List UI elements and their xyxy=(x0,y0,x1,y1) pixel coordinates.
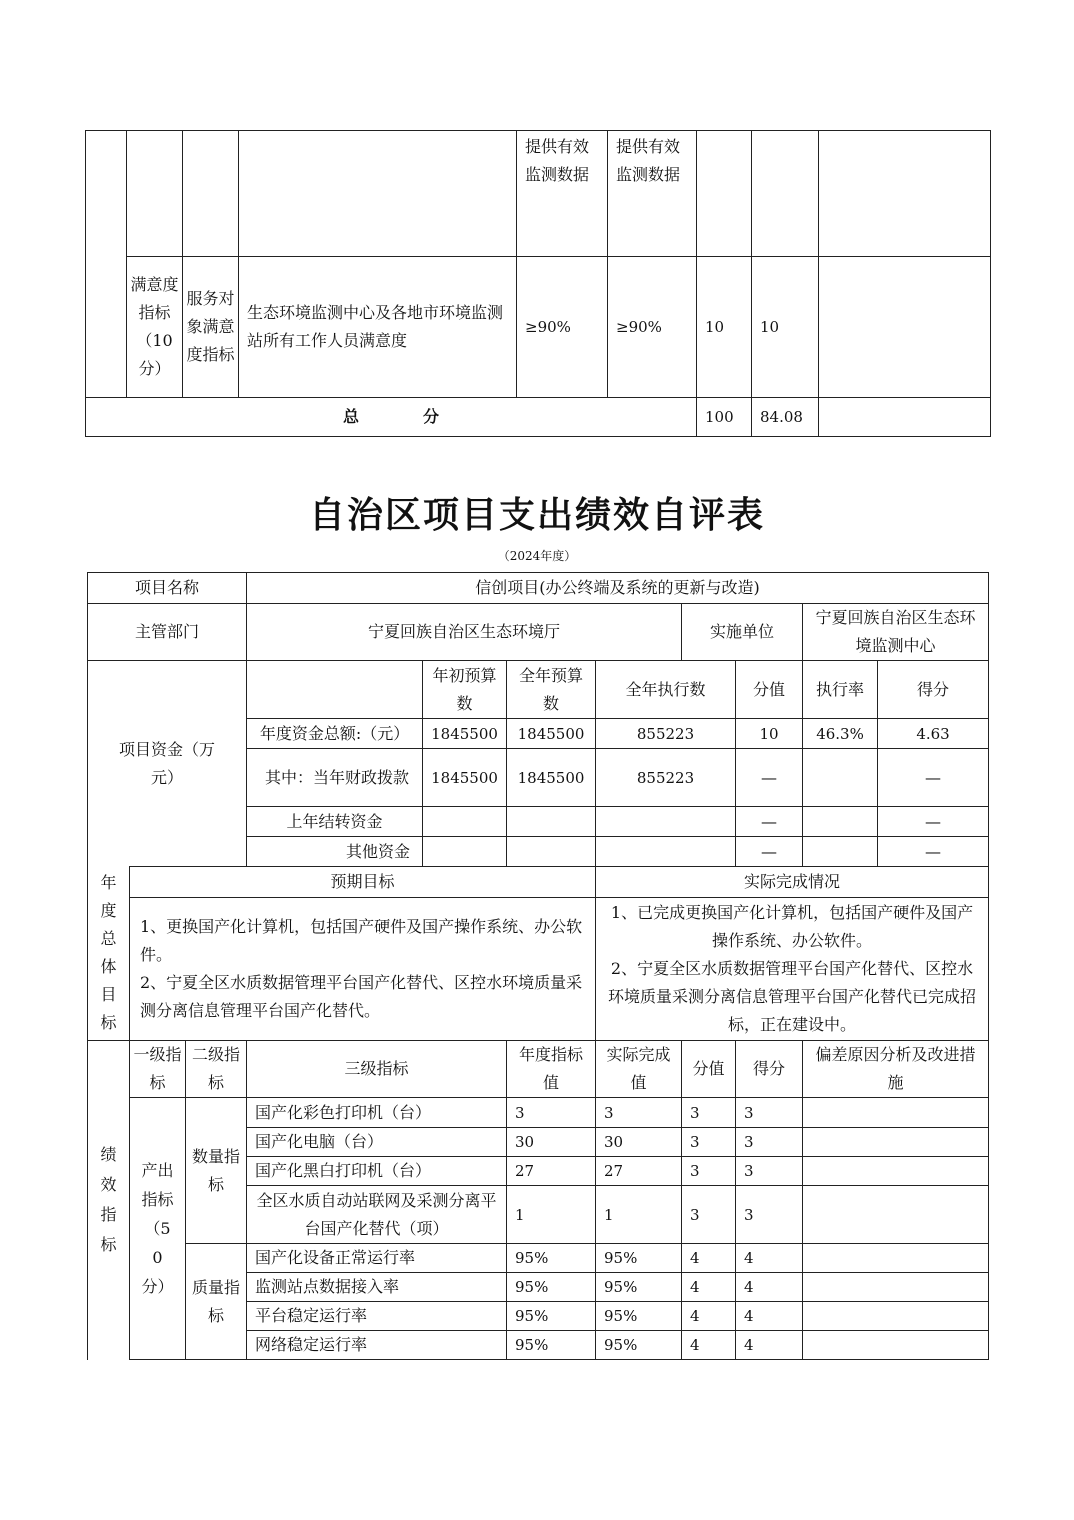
perf-row-actual: 1 xyxy=(596,1186,682,1244)
funds-row-name: 其他资金 xyxy=(247,837,423,867)
perf-header-l2: 二级指标 xyxy=(186,1041,247,1098)
main-table xyxy=(87,572,989,1360)
year-label: （2024年度） xyxy=(497,549,577,563)
perf-row-score: 3 xyxy=(736,1098,803,1128)
funds-row-value: — xyxy=(736,749,803,807)
satisfaction-level2: 服务对象满意度指标 xyxy=(183,257,239,398)
perf-row-score: 3 xyxy=(736,1157,803,1186)
funds-label-text: 项目资金（万元） xyxy=(118,739,215,787)
perf-header-value: 分值 xyxy=(682,1041,736,1098)
perf-row-score: 4 xyxy=(736,1302,803,1331)
satisfaction-actual: ≥90% xyxy=(608,257,697,398)
funds-row-initial: 1845500 xyxy=(423,749,507,807)
funds-row-annual: 1845500 xyxy=(507,719,596,749)
perf-header-l3: 三级指标 xyxy=(247,1041,507,1098)
funds-header-annual: 全年预算数 xyxy=(507,661,596,719)
perf-row-target: 95% xyxy=(507,1302,596,1331)
perf-row-value: 3 xyxy=(682,1186,736,1244)
funds-header-rate: 执行率 xyxy=(803,661,878,719)
dept-label: 主管部门 xyxy=(88,604,247,661)
funds-row-score: 4.63 xyxy=(878,719,989,749)
project-name-label: 项目名称 xyxy=(88,573,247,604)
page-title: 自治区项目支出绩效自评表 xyxy=(308,494,765,536)
funds-row-value: 10 xyxy=(736,719,803,749)
total-label: 总 分 xyxy=(86,398,697,437)
perf-row-name: 国产化黑白打印机（台） xyxy=(247,1157,507,1186)
dept-value: 宁夏回族自治区生态环境厅 xyxy=(247,604,682,661)
perf-row-value: 3 xyxy=(682,1128,736,1157)
perf-row xyxy=(88,1244,989,1273)
goals-expected-1: 1、更换国产化计算机，包括国产硬件及国产操作系统、办公软件。 xyxy=(140,917,583,964)
funds-row-initial xyxy=(423,807,507,837)
funds-row-executed xyxy=(596,807,736,837)
goals-expected-label: 预期目标 xyxy=(130,867,596,898)
perf-row-actual: 3 xyxy=(596,1098,682,1128)
funds-row-annual xyxy=(507,837,596,867)
satisfaction-score: 10 xyxy=(752,257,819,398)
funds-row-executed: 855223 xyxy=(596,719,736,749)
funds-row-initial xyxy=(423,837,507,867)
impl-label: 实施单位 xyxy=(682,604,803,661)
funds-row-rate xyxy=(803,807,878,837)
funds-row-score: — xyxy=(878,807,989,837)
perf-row-value: 3 xyxy=(682,1157,736,1186)
top-side-cell xyxy=(86,131,127,398)
perf-row-name: 全区水质自动站联网及采测分离平台国产化替代（项） xyxy=(247,1186,507,1244)
perf-row-value: 4 xyxy=(682,1273,736,1302)
goals-actual-label: 实际完成情况 xyxy=(596,867,989,898)
perf-row-target: 95% xyxy=(507,1273,596,1302)
funds-row-name: 其中：当年财政拨款 xyxy=(247,749,423,807)
funds-header-score: 得分 xyxy=(878,661,989,719)
top-row1-target: 提供有效监测数据 xyxy=(517,131,608,257)
perf-row-actual: 95% xyxy=(596,1273,682,1302)
funds-row-executed xyxy=(596,837,736,867)
goals-expected-2: 2、宁夏全区水质数据管理平台国产化替代、区控水环境质量采测分离信息管理平台国产化替代。 xyxy=(140,973,583,1020)
total-score: 84.08 xyxy=(752,398,819,437)
goals-actual-1: 1、已完成更换国产化计算机，包括国产硬件及国产操作系统、办公软件。 xyxy=(610,903,974,950)
top-row1-actual: 提供有效监测数据 xyxy=(608,131,697,257)
funds-row-score: — xyxy=(878,837,989,867)
perf-header-target: 年度指标值 xyxy=(507,1041,596,1098)
satisfaction-score-value: 10 xyxy=(697,257,752,398)
perf-row-name: 国产化彩色打印机（台） xyxy=(247,1098,507,1128)
satisfaction-level1: 满意度指标（10分） xyxy=(127,257,183,398)
quality-label: 质量指标 xyxy=(186,1244,247,1360)
perf-row-score: 4 xyxy=(736,1273,803,1302)
funds-row-rate xyxy=(803,837,878,867)
funds-label xyxy=(88,661,247,867)
perf-row-score: 4 xyxy=(736,1331,803,1360)
funds-row-executed: 855223 xyxy=(596,749,736,807)
perf-row-score: 4 xyxy=(736,1244,803,1273)
funds-row-rate: 46.3% xyxy=(803,719,878,749)
perf-row-target: 95% xyxy=(507,1331,596,1360)
funds-row-name: 上年结转资金 xyxy=(247,807,423,837)
funds-row-score: — xyxy=(878,749,989,807)
perf-row-value: 4 xyxy=(682,1302,736,1331)
perf-side-text: 绩效指标 xyxy=(100,1145,117,1255)
perf-row-target: 3 xyxy=(507,1098,596,1128)
funds-row-name: 年度资金总额:（元） xyxy=(247,719,423,749)
output-label xyxy=(130,1098,186,1360)
funds-header-initial: 年初预算数 xyxy=(423,661,507,719)
funds-row-value: — xyxy=(736,837,803,867)
top-table xyxy=(85,130,991,437)
perf-row-target: 95% xyxy=(507,1244,596,1273)
goals-actual xyxy=(596,898,989,1041)
funds-row-initial: 1845500 xyxy=(423,719,507,749)
project-name: 信创项目(办公终端及系统的更新与改造) xyxy=(247,573,989,604)
perf-row-name: 网络稳定运行率 xyxy=(247,1331,507,1360)
perf-row-score: 3 xyxy=(736,1186,803,1244)
perf-row-actual: 30 xyxy=(596,1128,682,1157)
goals-expected xyxy=(130,898,596,1041)
funds-row-annual xyxy=(507,807,596,837)
goals-side-text: 年度总体目标 xyxy=(100,873,117,1033)
perf-row-target: 27 xyxy=(507,1157,596,1186)
funds-header-value: 分值 xyxy=(736,661,803,719)
satisfaction-level3: 生态环境监测中心及各地市环境监测站所有工作人员满意度 xyxy=(239,257,517,398)
perf-row-value: 3 xyxy=(682,1098,736,1128)
quantity-label: 数量指标 xyxy=(186,1098,247,1244)
perf-row-target: 30 xyxy=(507,1128,596,1157)
total-value: 100 xyxy=(697,398,752,437)
perf-row-target: 1 xyxy=(507,1186,596,1244)
perf-header-l1: 一级指标 xyxy=(130,1041,186,1098)
perf-row-actual: 95% xyxy=(596,1331,682,1360)
perf-row-name: 国产化设备正常运行率 xyxy=(247,1244,507,1273)
satisfaction-target: ≥90% xyxy=(517,257,608,398)
perf-row xyxy=(88,1098,989,1128)
perf-row-actual: 95% xyxy=(596,1244,682,1273)
perf-row-actual: 27 xyxy=(596,1157,682,1186)
perf-row-actual: 95% xyxy=(596,1302,682,1331)
perf-header-analysis: 偏差原因分析及改进措施 xyxy=(803,1041,989,1098)
perf-row-score: 3 xyxy=(736,1128,803,1157)
perf-row-name: 监测站点数据接入率 xyxy=(247,1273,507,1302)
perf-header-actual: 实际完成值 xyxy=(596,1041,682,1098)
perf-row-value: 4 xyxy=(682,1331,736,1360)
impl-value: 宁夏回族自治区生态环境监测中心 xyxy=(803,604,989,661)
perf-header-score: 得分 xyxy=(736,1041,803,1098)
perf-row-value: 4 xyxy=(682,1244,736,1273)
perf-row-name: 平台稳定运行率 xyxy=(247,1302,507,1331)
goals-actual-2: 2、宁夏全区水质数据管理平台国产化替代、区控水环境质量采测分离信息管理平台国产化替代已完成招标，正在建设中。 xyxy=(608,959,977,1034)
funds-row-annual: 1845500 xyxy=(507,749,596,807)
output-label-text: 产出指标（50分） xyxy=(141,1161,174,1296)
funds-header-executed: 全年执行数 xyxy=(596,661,736,719)
perf-side-label xyxy=(88,1041,130,1360)
perf-row-name: 国产化电脑（台） xyxy=(247,1128,507,1157)
funds-row-value: — xyxy=(736,807,803,837)
goals-side-label xyxy=(88,867,130,1041)
funds-row-rate xyxy=(803,749,878,807)
